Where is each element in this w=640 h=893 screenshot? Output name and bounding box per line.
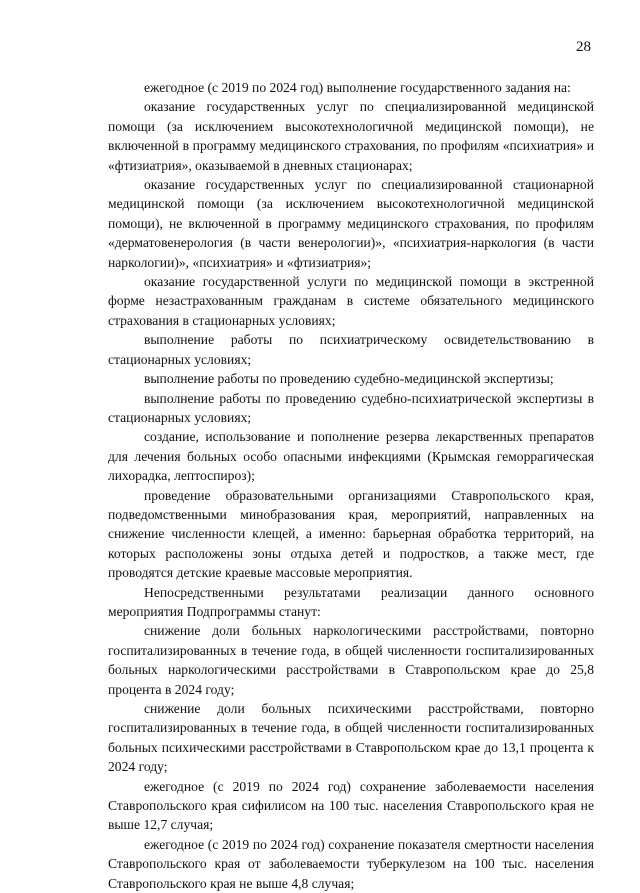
paragraph-syphilis-incidence: ежегодное (с 2019 по 2024 год) сохранение заболеваемости населения Ставропольского края сифилисом на 100 тыс. населения Ставропольского края не выше 12,7 случая;: [108, 778, 594, 833]
paragraph-psychiatric-readmission: снижение доли больных психическими расстройствами, повторно госпитализированных в течение года, в общей численности госпитализированных больных психическими расстройствами в Ставропольском крае до 13,1 процента к 2024 году;: [108, 701, 594, 775]
document-body: [108, 78, 594, 893]
page-number: 28: [576, 39, 591, 55]
paragraph-direct-results-intro: Непосредственными результатами реализации данного основного мероприятия Подпрограммы станут:: [108, 584, 594, 619]
paragraph-drug-reserve: создание, использование и пополнение резерва лекарственных препаратов для лечения больных особо опасными инфекциями (Крымская геморрагическая лихорадка, лептоспироз);: [108, 429, 594, 484]
paragraph-psychiatric-examination: выполнение работы по психиатрическому освидетельствованию в стационарных условиях;: [108, 332, 594, 367]
paragraph-day-hospital-services: оказание государственных услуг по специализированной медицинской помощи (за исключением высокотехнологичной медицинской помощи), не включенной в программу медицинского страхования, по профилям «психиатрия» и «фтизиатрия», оказываемой в дневных стационарах;: [108, 99, 594, 173]
paragraph-forensic-psychiatric-expertise: выполнение работы по проведению судебно-психиатрической экспертизы в стационарных условиях;: [108, 390, 594, 425]
paragraph-state-assignment: ежегодное (с 2019 по 2024 год) выполнение государственного задания на:: [144, 80, 571, 95]
paragraph-narcology-readmission: снижение доли больных наркологическими расстройствами, повторно госпитализированных в течение года, в общей численности госпитализированных больных наркологическими расстройствами в Ставропольском крае до 25,8 процента в 2024 году;: [108, 623, 594, 697]
paragraph-forensic-medical-expertise: выполнение работы по проведению судебно-медицинской экспертизы;: [144, 371, 554, 387]
paragraph-inpatient-services: оказание государственных услуг по специализированной стационарной медицинской помощи (за исключением высокотехнологичной медицинской помощи), не включенной в программу медицинского страхования, по профилям «дерматовенерология (в части венерологии)», «психиатрия-наркология (в части наркологии)», «психиатрия» и «фтизиатрия»;: [108, 177, 594, 270]
paragraph-tick-control: проведение образовательными организациями Ставропольского края, подведомственными минобразования края, мероприятий, направленных на снижение численности клещей, а именно: барьерная обработка территорий, на которых расположены зоны отдыха детей и подростков, а также мест, где проводятся детские краевые массовые мероприятия.: [108, 487, 594, 581]
paragraph-tuberculosis-mortality: ежегодное (с 2019 по 2024 год) сохранение показателя смертности населения Ставропольского края от заболеваемости туберкулезом на 100 тыс. населения Ставропольского края не выше 4,8 случая;: [108, 836, 594, 891]
paragraph-emergency-care: оказание государственной услуги по медицинской помощи в экстренной форме незастрахованным гражданам в системе обязательного медицинского страхования в стационарных условиях;: [108, 274, 594, 328]
